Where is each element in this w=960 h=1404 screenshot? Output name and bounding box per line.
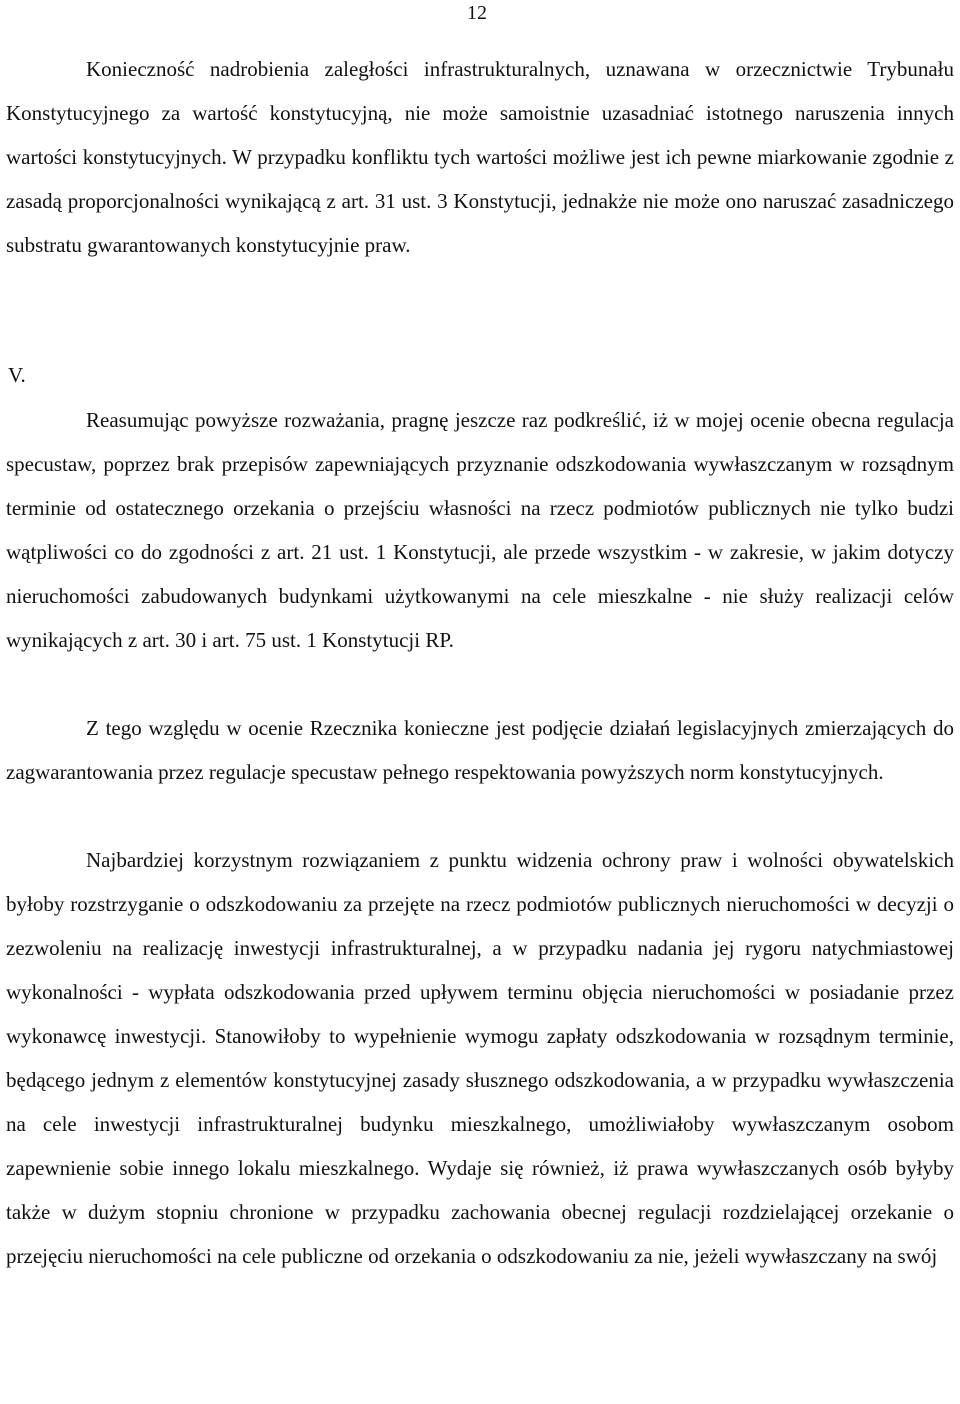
paragraph-3: Z tego względu w ocenie Rzecznika konieczne jest podjęcie działań legislacyjnych zmierzających do zagwarantowania przez regulacje specustaw pełnego respektowania powyższych norm konstytucyjnych.	[6, 716, 954, 784]
page-number: 12	[467, 2, 487, 24]
paragraph-1: Konieczność nadrobienia zaległości infrastrukturalnych, uznawana w orzecznictwie Trybunału Konstytucyjnego za wartość konstytucyjną, nie może samoistnie uzasadniać istotnego naruszenia innych wartości konstytucyjnych. W przypadku konfliktu tych wartości możliwe jest ich pewne miarkowanie zgodnie z zasadą proporcjonalności wynikającą z art. 31 ust. 3 Konstytucji, jednakże nie może ono naruszać zasadniczego substratu gwarantowanych konstytucyjnie praw.	[6, 57, 954, 257]
paragraph-2: Reasumując powyższe rozważania, pragnę jeszcze raz podkreślić, iż w mojej ocenie obecna regulacja specustaw, poprzez brak przepisów zapewniających przyznanie odszkodowania wywłaszczanym w rozsądnym terminie od ostatecznego orzekania o przejściu własności na rzecz podmiotów publicznych nie tylko budzi wątpliwości co do zgodności z art. 21 ust. 1 Konstytucji, ale przede wszystkim - w zakresie, w jakim dotyczy nieruchomości zabudowanych budynkami użytkowanymi na cele mieszkalne - nie służy realizacji celów wynikających z art. 30 i art. 75 ust. 1 Konstytucji RP.	[6, 408, 954, 652]
paragraph-4: Najbardziej korzystnym rozwiązaniem z punktu widzenia ochrony praw i wolności obywatelskich byłoby rozstrzyganie o odszkodowaniu za przejęte na rzecz podmiotów publicznych nieruchomości w decyzji o zezwoleniu na realizację inwestycji infrastrukturalnej, a w przypadku nadania jej rygoru natychmiastowej wykonalności - wypłata odszkodowania przed upływem terminu objęcia nieruchomości w posiadanie przez wykonawcę inwestycji. Stanowiłoby to wypełnienie wymogu zapłaty odszkodowania w rozsądnym terminie, będącego jednym z elementów konstytucyjnej zasady słusznego odszkodowania, a w przypadku wywłaszczenia na cele inwestycji infrastrukturalnej budynku mieszkalnego, umożliwiałoby wywłaszczanym osobom zapewnienie sobie innego lokalu mieszkalnego. Wydaje się również, iż prawa wywłaszczanych osób byłyby także w dużym stopniu chronione w przypadku zachowania obecnej regulacji rozdzielającej orzekanie o przejęciu nieruchomości na cele publiczne od orzekania o odszkodowaniu za nie, jeżeli wywłaszczany na swój	[6, 848, 954, 1268]
section-marker: V.	[8, 363, 26, 387]
